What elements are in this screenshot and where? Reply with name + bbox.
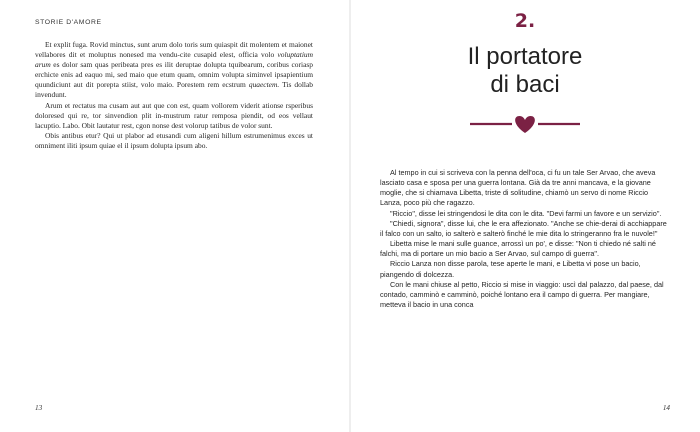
paragraph: Con le mani chiuse al petto, Riccio si mise in viaggio: uscì dal palazzo, dal paese, dal contado, camminò e camminò, poiché lontano era il campo di guerra. Per mangiare, metteva il bacio in una conca bbox=[380, 279, 664, 310]
right-body-text bbox=[380, 168, 668, 310]
page-number-left: 13 bbox=[35, 404, 43, 412]
text-run: Obis antibus etur? Qui ut plabor ad etusandi cum aligeni hillum estrumenimus exces ut omniment iliti ipsum quiae el il ipsum dolupta ipsum abo. bbox=[35, 130, 313, 150]
paragraph bbox=[35, 40, 313, 101]
running-head: STORIE D'AMORE bbox=[35, 19, 102, 26]
left-body-text bbox=[35, 40, 313, 151]
paragraph bbox=[35, 131, 313, 151]
chapter-number: 2. bbox=[514, 10, 536, 32]
paragraph: "Chiedi, signora", disse lui, che le era affezionato. "Anche se chie-derai di acchiappare il falco con un salto, io salterò e salterò finché le mie dita lo stringeranno fra le nuvole!" bbox=[380, 218, 667, 238]
heart-divider-icon bbox=[470, 113, 580, 135]
text-run: es dolor sam quas peribeata pres es ilit deruptae dolupta tquibearum, coribus coriasp erchicte enis ad eaquo mi, sed maio que etum quam, omnim volupta siminvel ipsapientium quundiciunt aut dit porepta stiist, volo maio. Porestem rem ecstrum bbox=[35, 60, 313, 90]
italic-text: voluptatium arum bbox=[35, 50, 313, 70]
italic-text: quaectem. bbox=[248, 80, 280, 90]
text-run: Et explit fuga. Rovid minctus, sunt arum dolo toris sum quiaspit dit molentem et maionet vellabores dit et moluptus nonesed ma vendu-cite cusapid elest, officia volo bbox=[35, 40, 313, 60]
right-page bbox=[350, 0, 700, 432]
paragraph: Al tempo in cui si scriveva con la penna dell'oca, ci fu un tale Ser Arvao, che aveva lasciato casa e sposa per una guerra lontana. Già da tre anni mancava, e la giovane moglie, che si chiamava Libetta, triste di solitudine, chiamò un servo di nome Riccio Lanza, poco più che ragazzo. bbox=[380, 168, 656, 208]
page-number-right: 14 bbox=[662, 404, 670, 412]
paragraph: Riccio Lanza non disse parola, tese aperte le mani, e Libetta vi pose un bacio, piangendo di dolcezza. bbox=[380, 259, 641, 279]
chapter-title-line-1: Il portatore bbox=[467, 43, 583, 70]
chapter-title bbox=[350, 43, 700, 99]
paragraph: "Riccio", disse lei stringendosi le dita con le dita. "Devi farmi un favore e un servizio". bbox=[390, 208, 662, 218]
text-run: Tis dollab invendunt. bbox=[35, 80, 313, 100]
paragraph bbox=[35, 101, 313, 131]
chapter-title-line-2: di baci bbox=[490, 71, 560, 98]
paragraph: Libetta mise le mani sulle guance, arrossì un po', e disse: "Non ti chiedo né salti né falchi, ma di portare un mio bacio a Ser Arvao, sul campo di guerra". bbox=[380, 239, 656, 259]
text-run: Arum et rectatus ma cusam aut aut que con est, quam vollorem viderit ationse rsperibus doloresed qui re, tor sinvendion plit in-mustrum ratur remposa piendit, od eos vellaut lacuptio. Labo. Obit lautatur rest, cgon nonse dest volorup tatibus de volor sunt. bbox=[35, 100, 313, 130]
